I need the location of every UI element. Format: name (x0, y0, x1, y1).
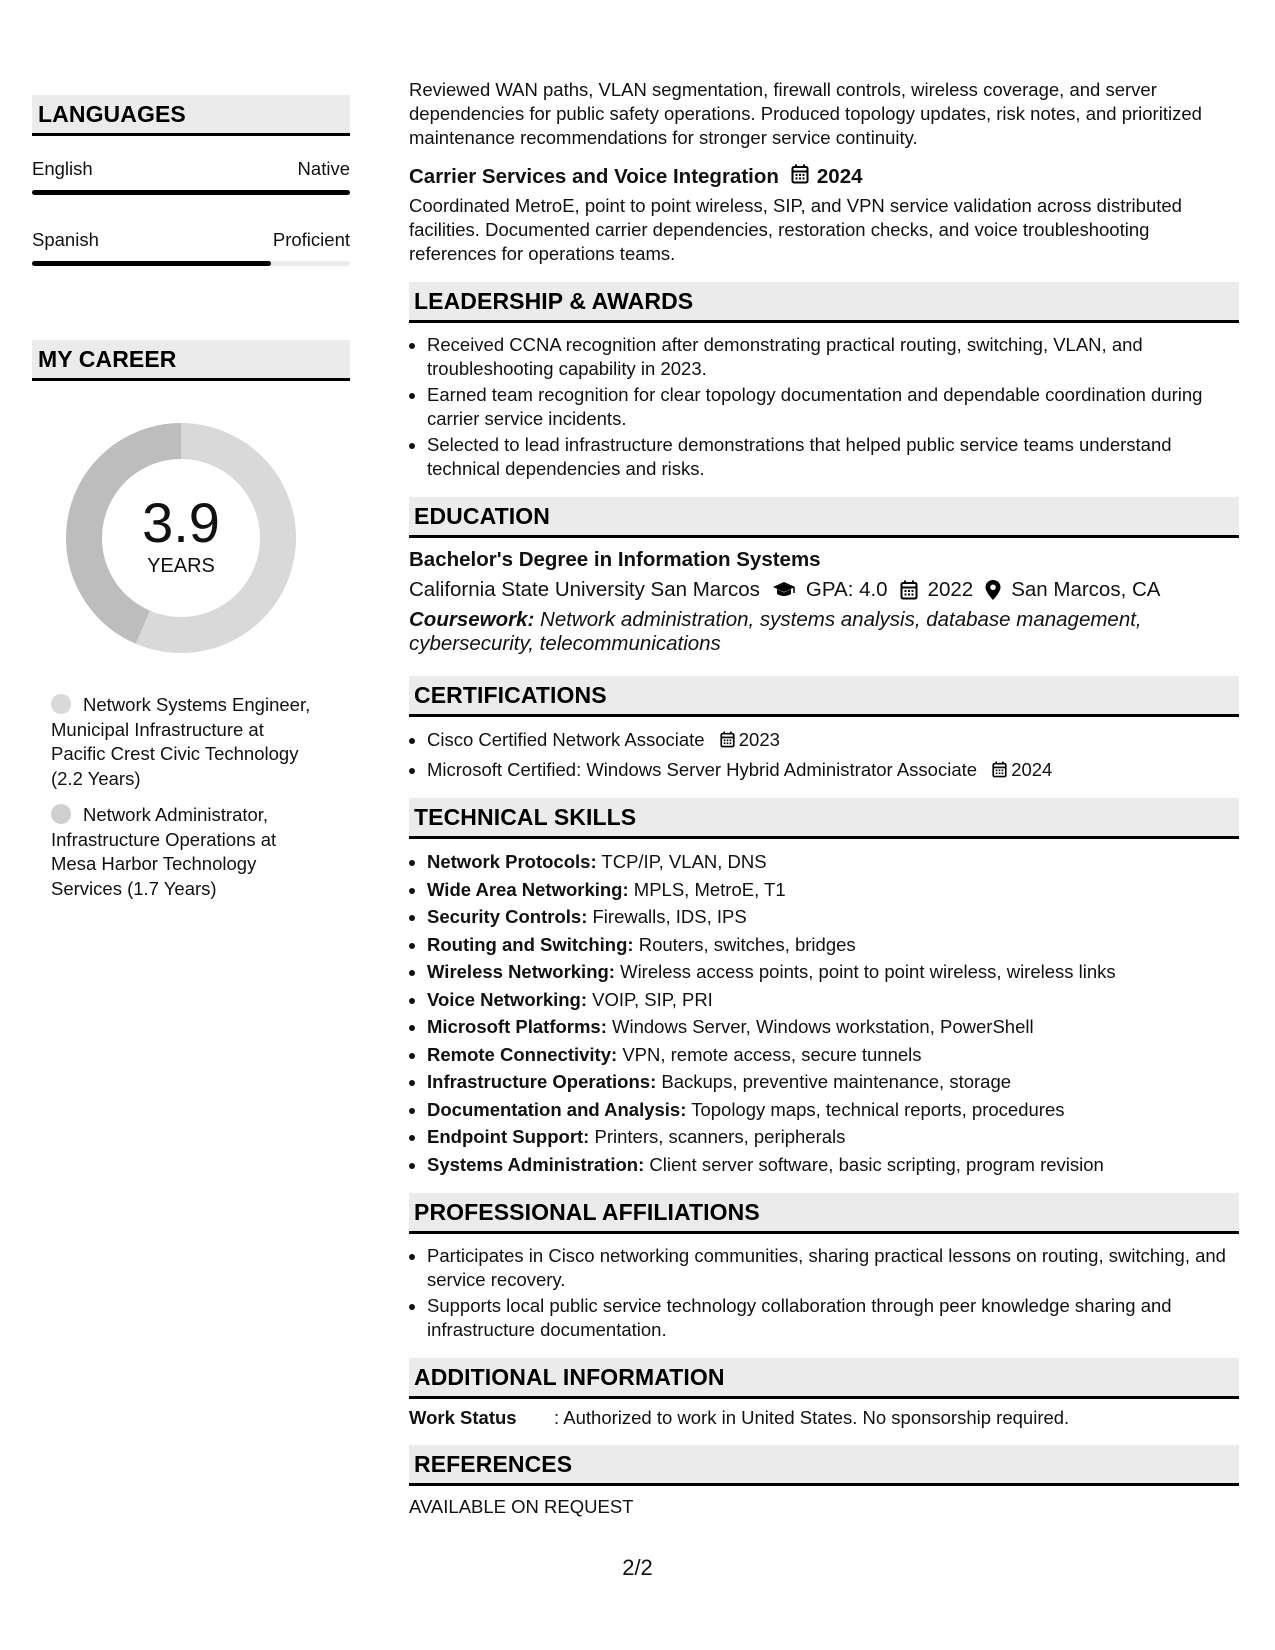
references-section (409, 1445, 1239, 1518)
skill-item (427, 877, 1239, 903)
skill-value: Client server software, basic scripting, program revision (649, 1153, 1104, 1175)
skill-label: Infrastructure Operations: (427, 1071, 657, 1092)
affiliations-section (409, 1193, 1239, 1342)
languages-heading: LANGUAGES (32, 95, 350, 136)
skill-item (427, 1014, 1239, 1040)
references-heading: REFERENCES (409, 1445, 1239, 1486)
location-pin-icon (985, 580, 1001, 600)
affiliations-heading: PROFESSIONAL AFFILIATIONS (409, 1193, 1239, 1234)
school-name: California State University San Marcos (409, 578, 760, 601)
project-description: Coordinated MetroE, point to point wireless, SIP, and VPN service validation across distributed facilities. Documented carrier dependencies, restoration checks, and voice troubleshooting references for operations teams. (409, 195, 1182, 264)
language-level-bar (32, 261, 350, 266)
skill-label: Wide Area Networking: (427, 878, 629, 900)
skill-label: Endpoint Support: (427, 1126, 590, 1147)
skill-item (427, 932, 1239, 958)
certification-year: 2024 (1011, 758, 1053, 780)
career-list (51, 693, 321, 901)
leadership-item: • Received CCNA recognition after demonstrating practical routing, switching, VLAN, and troubleshooting capability in 2023. (427, 333, 1239, 381)
skill-label: Security Controls: (427, 906, 588, 927)
skill-label: Documentation and Analysis: (427, 1098, 687, 1120)
coursework-text: Network administration, systems analysis, database management, cybersecurity, telecommunications (409, 608, 1142, 655)
skill-value: Printers, scanners, peripherals (594, 1126, 846, 1147)
skill-item (427, 904, 1239, 930)
certification-year: 2023 (738, 729, 780, 750)
leadership-heading: LEADERSHIP & AWARDS (409, 282, 1239, 323)
skill-item (427, 1152, 1239, 1178)
skill-value: VOIP, SIP, PRI (592, 988, 713, 1010)
education-section (409, 497, 1239, 656)
additional-section (409, 1358, 1239, 1429)
work-status-row (409, 1407, 1239, 1429)
skill-item (427, 987, 1239, 1013)
skill-label: Systems Administration: (427, 1153, 645, 1175)
skill-label: Network Protocols: (427, 851, 597, 872)
skill-value: Windows Server, Windows workstation, PowerShell (612, 1016, 1034, 1037)
career-role (51, 803, 321, 901)
skill-value: VPN, remote access, secure tunnels (622, 1043, 922, 1065)
gpa: GPA: 4.0 (805, 578, 888, 601)
language-name: Spanish (32, 229, 99, 250)
career-dot-icon (51, 804, 71, 824)
skill-value: Routers, switches, bridges (638, 933, 856, 955)
skill-value: Firewalls, IDS, IPS (592, 906, 747, 927)
leadership-section (409, 282, 1239, 481)
skill-value: TCP/IP, VLAN, DNS (601, 851, 767, 872)
certifications-heading: CERTIFICATIONS (409, 676, 1239, 717)
certification-item (427, 727, 1239, 755)
project-year: 2024 (816, 165, 863, 188)
language-level-bar (32, 190, 350, 195)
skill-value: Topology maps, technical reports, procedures (691, 1098, 1065, 1120)
career-total-years: 3.9 (142, 490, 220, 554)
skill-value: MPLS, MetroE, T1 (633, 878, 786, 900)
sidebar (32, 95, 350, 913)
skill-value: Wireless access points, point to point wireless, wireless links (620, 961, 1116, 982)
graduation-year: 2022 (927, 578, 974, 601)
references-text: AVAILABLE ON REQUEST (409, 1496, 634, 1517)
project-title-row (409, 164, 1239, 190)
skill-label: Remote Connectivity: (427, 1043, 618, 1065)
language-level-fill (32, 261, 271, 266)
calendar-icon (992, 759, 1007, 785)
calendar-icon (720, 729, 735, 755)
affiliation-item: • Participates in Cisco networking communities, sharing practical lessons on routing, switching, and service recovery. (427, 1244, 1239, 1292)
language-level: Proficient (272, 229, 350, 250)
career-years-unit: YEARS (147, 554, 215, 577)
language-level: Native (297, 158, 350, 179)
coursework (409, 608, 1239, 656)
certification-name: Microsoft Certified: Windows Server Hybrid Administrator Associate (427, 758, 978, 780)
skill-item (427, 1124, 1239, 1150)
language-name: English (32, 158, 93, 179)
affiliation-item: • Supports local public service technology collaboration through peer knowledge sharing and infrastructure documentation. (427, 1294, 1239, 1342)
school-location: San Marcos, CA (1011, 578, 1161, 601)
additional-heading: ADDITIONAL INFORMATION (409, 1358, 1239, 1399)
page-number: 2/2 (622, 1555, 653, 1580)
degree-title: Bachelor's Degree in Information Systems (409, 548, 821, 571)
work-status-label: Work Status (409, 1407, 517, 1428)
graduation-cap-icon (772, 581, 796, 599)
career-heading: MY CAREER (32, 340, 350, 381)
skill-item (427, 1097, 1239, 1123)
skill-item (427, 959, 1239, 985)
skills-heading: TECHNICAL SKILLS (409, 798, 1239, 839)
coursework-label: Coursework: (409, 608, 535, 631)
leadership-item: • Selected to lead infrastructure demonstrations that helped public service teams understand technical dependencies and risks. (427, 433, 1239, 481)
language-item (32, 229, 350, 266)
work-status-value: : Authorized to work in United States. No sponsorship required. (554, 1407, 1070, 1428)
career-role (51, 693, 321, 791)
career-role-text: Network Systems Engineer, Municipal Infrastructure at Pacific Crest Civic Technology (2.2 Years) (51, 694, 311, 789)
calendar-icon (900, 580, 918, 600)
calendar-icon (791, 164, 809, 190)
skill-label: Routing and Switching: (427, 933, 634, 955)
skills-section (409, 798, 1239, 1177)
skill-label: Microsoft Platforms: (427, 1016, 607, 1037)
education-details (409, 578, 1239, 602)
certification-item (427, 757, 1239, 785)
experience-summary: Reviewed WAN paths, VLAN segmentation, firewall controls, wireless coverage, and server dependencies for public safety operations. Produced topology updates, risk notes, and prioritized maintenance recommendations for stronger service continuity. (409, 79, 1202, 148)
career-dot-icon (51, 694, 71, 714)
certification-name: Cisco Certified Network Associate (427, 729, 705, 750)
education-heading: EDUCATION (409, 497, 1239, 538)
project-title: Carrier Services and Voice Integration (409, 165, 779, 188)
language-item (32, 158, 350, 195)
skill-label: Wireless Networking: (427, 961, 615, 982)
career-role-text: Network Administrator, Infrastructure Operations at Mesa Harbor Technology Services (1.7 Years) (51, 804, 277, 899)
certifications-section (409, 676, 1239, 784)
main-content (409, 78, 1239, 1518)
career-donut (66, 423, 296, 653)
skill-value: Backups, preventive maintenance, storage (661, 1071, 1012, 1092)
skill-item (427, 1042, 1239, 1068)
language-level-fill (32, 190, 350, 195)
skill-item (427, 1069, 1239, 1095)
skills-list (409, 849, 1239, 1177)
skill-item (427, 849, 1239, 875)
skill-label: Voice Networking: (427, 988, 588, 1010)
leadership-item: • Earned team recognition for clear topology documentation and dependable coordination during carrier service incidents. (427, 383, 1239, 431)
